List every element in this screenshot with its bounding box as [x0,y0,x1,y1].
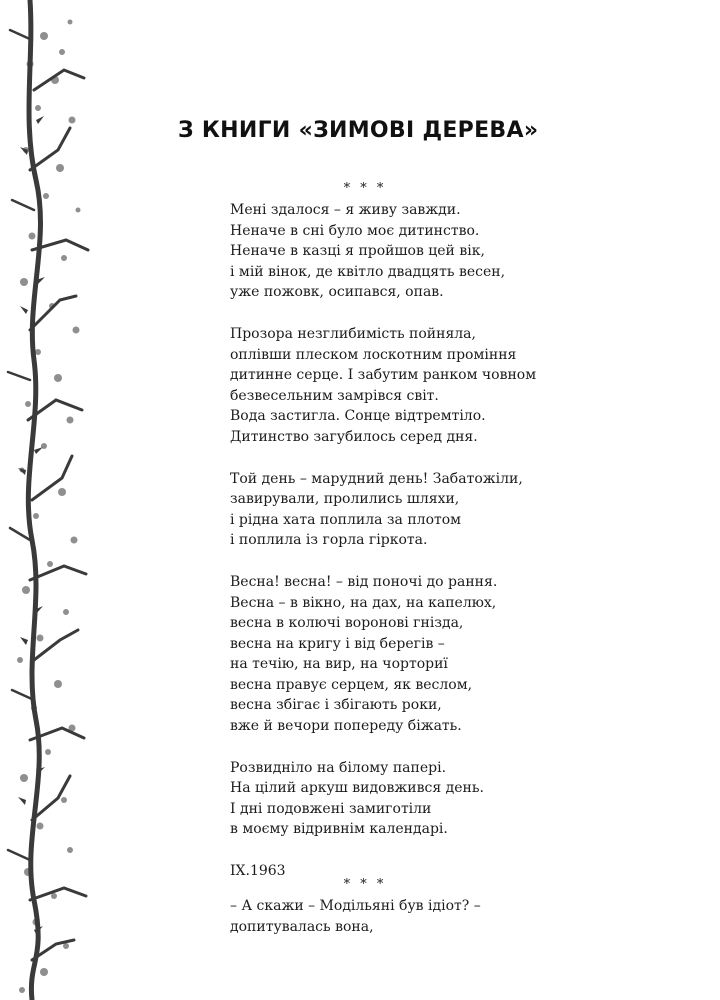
stanza [230,572,570,737]
thorny-branch-illustration [0,0,100,1000]
poem-line: Весна – в вікно, на дах, на капелюх, [230,594,497,611]
poem-line: безвесельним замрівся світ. [230,387,439,404]
poem [230,874,570,958]
poem-line: на течію, на вир, на чорториї [230,656,448,673]
poem-line: Той день – марудний день! Забатожіли, [230,470,523,487]
poem-line: – А скажи – Модільяні був ідіот? – [230,898,481,914]
poem-line: Весна! весна! – від поночі до рання. [230,573,498,590]
poem-line: і рідна хата поплила за плотом [230,511,462,528]
poem-line: На цілий аркуш видовжився день. [230,780,484,797]
poem-line: весна правує серцем, як веслом, [230,676,473,693]
poem-line: дитинне серце. І забутим ранком човном [230,367,537,384]
stanza [230,896,570,937]
poem [230,178,570,897]
poem-line: і мій вінок, де квітло двадцять весен, [230,263,506,280]
poem-line: Дитинство загубилось серед дня. [230,428,478,445]
poem-line: Вода застигла. Сонце відтремтіло. [230,408,486,425]
poem-separator: * * * [343,181,387,196]
poem-line: уже пожовк, осипався, опав. [230,284,444,301]
poem-separator: * * * [343,877,387,892]
poem-line: весна на кригу і від берегів – [230,635,445,652]
stanza [230,324,570,448]
poem-line: допитувалась вона, [230,918,374,935]
poem-line: оплівши плеском лоскотним проміння [230,346,517,363]
stanza [230,758,570,840]
poem-line: весна в колючі воронові гнізда, [230,615,464,632]
page-title: З КНИГИ «ЗИМОВІ ДЕРЕВА» [178,118,539,143]
poem-line: Мені здалося – я живу завжди. [230,202,461,218]
poem-line: і поплила із горла гіркота. [230,532,428,549]
poem-line: в моєму відривнім календарі. [230,821,448,838]
poem-line: І дні подовжені замиготіли [230,800,432,817]
stanza [230,469,570,551]
poem-line: Неначе в сні було моє дитинство. [230,222,480,239]
poem-line: завирували, пролились шляхи, [230,491,460,508]
stanza [230,200,570,303]
poem-line: Прозора незглибимість пойняла, [230,325,476,342]
poem-line: Неначе в казці я пройшов цей вік, [230,243,485,260]
poem-line: Розвидніло на білому папері. [230,759,447,776]
poem-line: весна збігає і збігають роки, [230,697,442,714]
poem-line: вже й вечори попереду біжать. [230,718,462,735]
branches [8,0,88,1000]
poem-date: IX.1963 [230,863,286,880]
